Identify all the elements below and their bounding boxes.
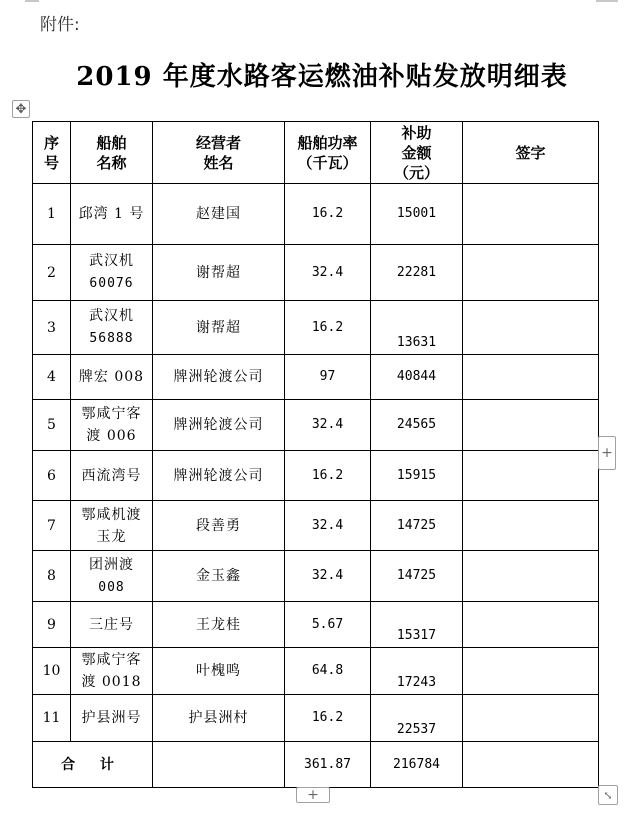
cell-sign[interactable] (463, 184, 599, 245)
total-operator-cell (153, 742, 285, 788)
table-row (33, 648, 599, 695)
cell-ship-name: 鄂咸宁客 渡 0018 (71, 648, 153, 695)
table-row (33, 451, 599, 501)
total-label: 合 计 (33, 742, 153, 788)
table-resize-handle[interactable] (598, 785, 618, 805)
cell-ship-name: 鄂咸宁客 渡 006 (71, 400, 153, 451)
cell-operator: 牌洲轮渡公司 (153, 355, 285, 400)
total-amount: 216784 (371, 742, 463, 788)
cell-ship-name: 武汉机 60076 (71, 245, 153, 301)
cell-amount: 17243 (371, 648, 463, 695)
move-cross-icon: ✥ (15, 101, 27, 117)
total-power: 361.87 (285, 742, 371, 788)
cell-power: 16.2 (285, 301, 371, 355)
margin-corner-mark-right (596, 0, 618, 2)
cell-ship-name: 团洲渡 008 (71, 551, 153, 602)
cell-operator: 段善勇 (153, 501, 285, 551)
cell-no: 3 (33, 301, 71, 355)
table-row (33, 695, 599, 742)
cell-no: 6 (33, 451, 71, 501)
cell-ship-name: 护县洲号 (71, 695, 153, 742)
table-row (33, 400, 599, 451)
cell-sign[interactable] (463, 301, 599, 355)
cell-sign[interactable] (463, 245, 599, 301)
cell-sign[interactable] (463, 602, 599, 648)
cell-power: 32.4 (285, 400, 371, 451)
cell-ship-name: 牌宏 008 (71, 355, 153, 400)
cell-operator: 叶槐鸣 (153, 648, 285, 695)
cell-no: 2 (33, 245, 71, 301)
table-row (33, 602, 599, 648)
cell-ship-name: 邱湾 1 号 (71, 184, 153, 245)
cell-sign[interactable] (463, 501, 599, 551)
cell-amount: 13631 (371, 301, 463, 355)
cell-amount: 40844 (371, 355, 463, 400)
cell-sign[interactable] (463, 695, 599, 742)
header-operator: 经营者 姓名 (153, 122, 285, 184)
cell-amount: 15001 (371, 184, 463, 245)
table-row (33, 245, 599, 301)
cell-power: 32.4 (285, 501, 371, 551)
add-row-button[interactable] (296, 787, 330, 803)
cell-power: 16.2 (285, 451, 371, 501)
cell-power: 5.67 (285, 602, 371, 648)
cell-amount: 14725 (371, 551, 463, 602)
table-row (33, 551, 599, 602)
cell-amount: 24565 (371, 400, 463, 451)
cell-ship-name: 武汉机 56888 (71, 301, 153, 355)
cell-sign[interactable] (463, 551, 599, 602)
resize-diagonal-icon: ⤡ (603, 788, 613, 802)
table-row (33, 355, 599, 400)
cell-amount: 15915 (371, 451, 463, 501)
cell-no: 7 (33, 501, 71, 551)
total-sign-cell[interactable] (463, 742, 599, 788)
cell-no: 9 (33, 602, 71, 648)
cell-power: 32.4 (285, 245, 371, 301)
table-row (33, 184, 599, 245)
cell-no: 4 (33, 355, 71, 400)
document-title: 2019 年度水路客运燃油补贴发放明细表 (76, 62, 568, 92)
add-column-button[interactable] (598, 436, 616, 470)
cell-no: 1 (33, 184, 71, 245)
cell-operator: 王龙桂 (153, 602, 285, 648)
cell-power: 16.2 (285, 695, 371, 742)
header-ship-name: 船舶 名称 (71, 122, 153, 184)
header-no: 序 号 (33, 122, 71, 184)
cell-power: 97 (285, 355, 371, 400)
cell-sign[interactable] (463, 355, 599, 400)
cell-sign[interactable] (463, 648, 599, 695)
total-row (33, 742, 599, 788)
cell-no: 11 (33, 695, 71, 742)
plus-icon: + (601, 445, 613, 461)
cell-ship-name: 西流湾号 (71, 451, 153, 501)
cell-no: 5 (33, 400, 71, 451)
subsidy-detail-table (32, 121, 599, 788)
margin-corner-mark-left (25, 0, 39, 2)
cell-power: 16.2 (285, 184, 371, 245)
cell-power: 64.8 (285, 648, 371, 695)
cell-amount: 14725 (371, 501, 463, 551)
cell-ship-name: 三庄号 (71, 602, 153, 648)
cell-power: 32.4 (285, 551, 371, 602)
header-amount: 补助 金额 （元） (371, 122, 463, 184)
cell-amount: 15317 (371, 602, 463, 648)
cell-amount: 22281 (371, 245, 463, 301)
cell-amount: 22537 (371, 695, 463, 742)
cell-sign[interactable] (463, 451, 599, 501)
cell-operator: 护县洲村 (153, 695, 285, 742)
table-move-handle[interactable] (12, 100, 30, 118)
cell-operator: 牌洲轮渡公司 (153, 400, 285, 451)
cell-operator: 谢帮超 (153, 301, 285, 355)
cell-no: 8 (33, 551, 71, 602)
table-row (33, 301, 599, 355)
header-sign: 签字 (463, 122, 599, 184)
attachment-label: 附件: (40, 15, 80, 35)
cell-operator: 牌洲轮渡公司 (153, 451, 285, 501)
cell-ship-name: 鄂咸机渡 玉龙 (71, 501, 153, 551)
cell-operator: 谢帮超 (153, 245, 285, 301)
cell-operator: 金玉鑫 (153, 551, 285, 602)
table-row (33, 501, 599, 551)
cell-no: 10 (33, 648, 71, 695)
header-row (33, 122, 599, 184)
header-power: 船舶功率 （千瓦） (285, 122, 371, 184)
cell-operator: 赵建国 (153, 184, 285, 245)
plus-icon: + (307, 787, 319, 803)
cell-sign[interactable] (463, 400, 599, 451)
